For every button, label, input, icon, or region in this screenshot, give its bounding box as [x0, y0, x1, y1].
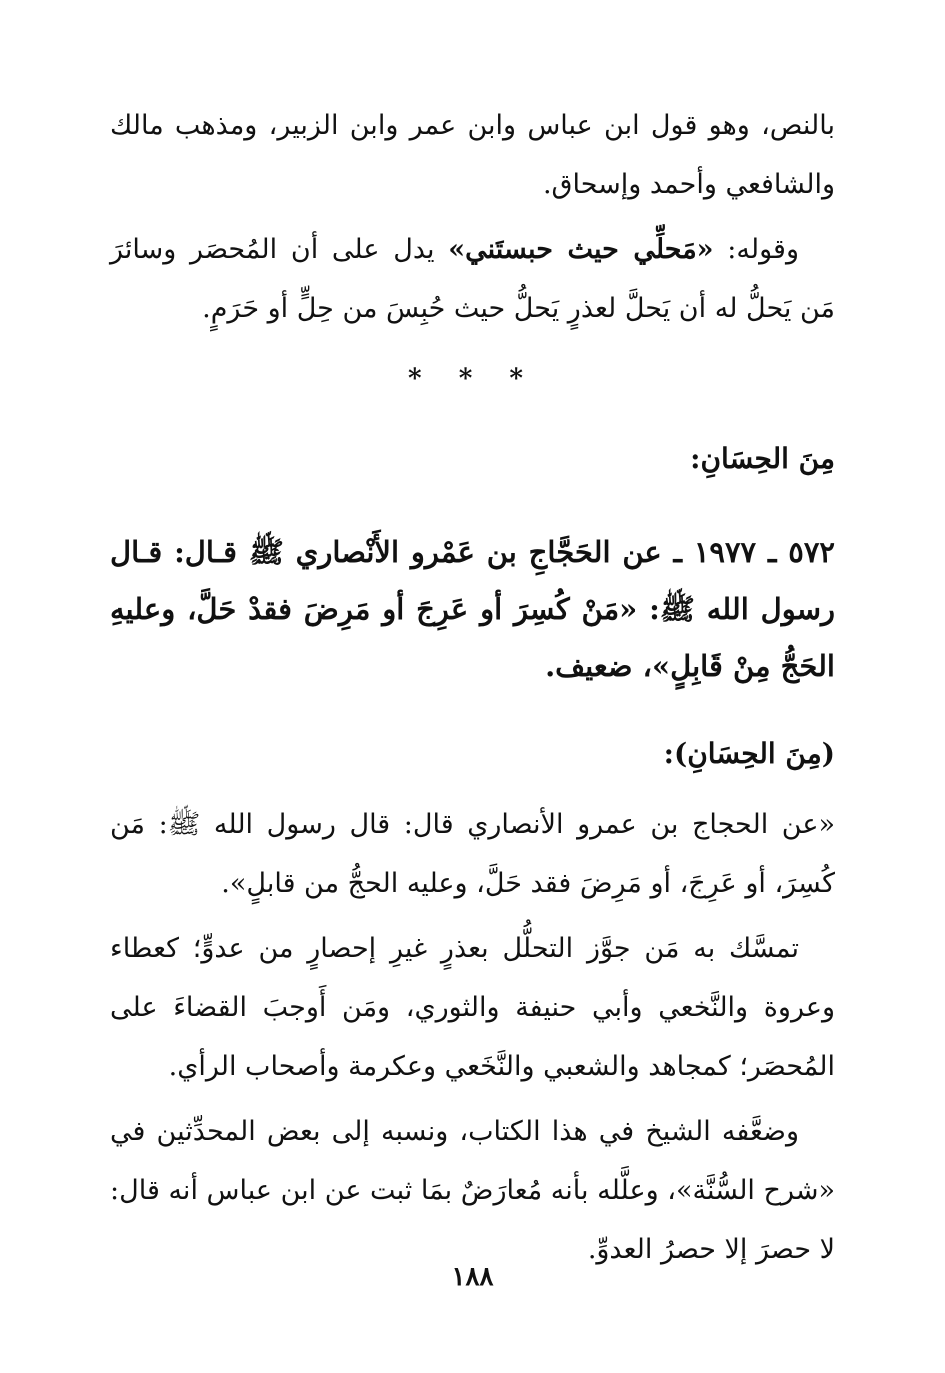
paragraph-continued: بالنص، وهو قول ابن عباس وابن عمر وابن الزبير، ومذهب مالك والشافعي وأحمد وإسحاق.	[110, 110, 835, 200]
paragraph-mahilli-after: يدل على أن المُحصَر وسائرَ مَن يَحلُّ له أن يَحلَّ لعذرٍ يَحلُّ حيث حُبِسَ من حِلٍّ أو حَرَمٍ.	[110, 234, 835, 324]
commentary-paragraph: وضعَّفه الشيخ في هذا الكتاب، ونسبه إلى بعض المحدِّثين في «شرح السُّنَّة»، وعلَّله بأنه مُعارَضٌ بمَا ثبت عن ابن عباس أنه قال: لا حصرَ إلا حصرُ العدوِّ.	[110, 1116, 835, 1265]
commentary-paragraph: «عن الحجاج بن عمرو الأنصاري قال: قال رسول الله ﷺ: مَن كُسِرَ، أو عَرِجَ، أو مَرِضَ فقد حَلَّ، وعليه الحجُّ من قابلٍ».	[110, 809, 835, 899]
section-divider: * * *	[408, 364, 537, 394]
commentary-heading: (مِنَ الحِسَانِ):	[663, 737, 835, 770]
section-heading: مِنَ الحِسَانِ:	[690, 442, 835, 475]
paragraph-mahilli-quote: «مَحلِّي حيث حبستَني»	[448, 234, 714, 265]
paragraph-mahilli-before: وقوله:	[713, 234, 799, 265]
hadith-text: ٥٧٢ ـ ١٩٧٧ ـ عن الحَجَّاجِ بن عَمْرو الأَنْصاري ﷺ قـال: قـال رسول الله ﷺ: «مَنْ كُسِرَ أو عَرِجَ أو مَرِضَ فقدْ حَلَّ، وعليهِ الحَجُّ مِنْ قَابِلٍ»، ضعيف.	[110, 535, 835, 683]
paragraph-mahilli	[110, 220, 835, 338]
commentary-paragraph: تمسَّك به مَن جوَّز التحلُّل بعذرٍ غيرِ إحصارٍ من عدوٍّ؛ كعطاء وعروة والنَّخعي وأبي حنيفة والثوري، ومَن أَوجبَ القضاءَ على المُحصَر؛ كمجاهد والشعبي والنَّخَعي وعكرمة وأصحاب الرأي.	[110, 933, 835, 1082]
book-page	[110, 96, 835, 1279]
page-number: ١٨٨	[451, 1262, 494, 1292]
